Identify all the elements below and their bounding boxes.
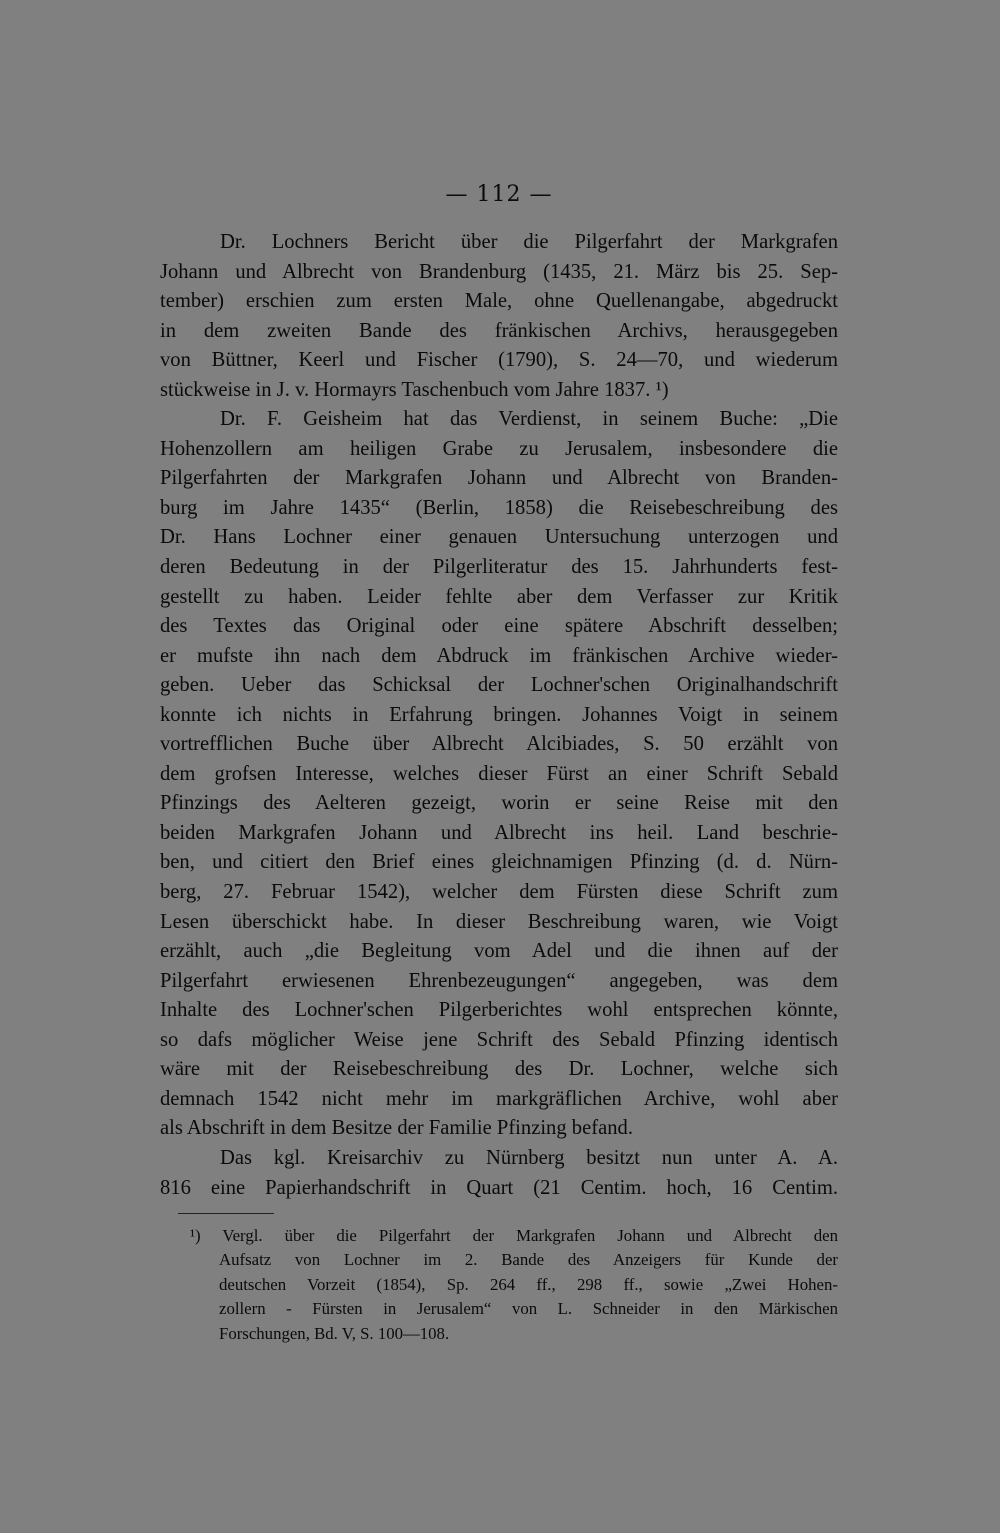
footnote-line: Aufsatz von Lochner im 2. Bande des Anzeigers für Kunde der [219,1250,838,1270]
footnote-line: Forschungen, Bd. V, S. 100—108. [219,1323,450,1343]
footnote-text: Vergl. über die Pilgerfahrt der Markgrafen Johann und Albrecht den [222,1226,838,1245]
text-line: 816 eine Papierhandschrift in Quart (21 Centim. hoch, 16 Centim. [160,1176,838,1199]
text-line: wäre mit der Reisebeschreibung des Dr. Lochner, welche sich [160,1058,838,1081]
body-text [160,228,838,1203]
text-line: Pilgerfahrten der Markgrafen Johann und Albrecht von Branden- [160,467,838,490]
text-line: berg, 27. Februar 1542), welcher dem Fürsten diese Schrift zum [160,881,838,904]
text-line: in dem zweiten Bande des fränkischen Archivs, herausgegeben [160,319,838,342]
text-line: Inhalte des Lochner'schen Pilgerberichtes wohl entsprechen könnte, [160,999,838,1022]
text-line: stückweise in J. v. Hormayrs Taschenbuch vom Jahre 1837. ¹) [160,378,669,401]
text-line: Dr. Lochners Bericht über die Pilgerfahrt der Markgrafen [220,231,838,253]
text-line: er mufste ihn nach dem Abdruck im fränkischen Archive wieder- [160,644,838,667]
text-line: von Büttner, Keerl und Fischer (1790), S. 24—70, und wiederum [160,349,838,372]
text-line: dem grofsen Interesse, welches dieser Fürst an einer Schrift Sebald [160,762,838,785]
footnote-line: zollern - Fürsten in Jerusalem“ von L. Schneider in den Märkischen [219,1299,838,1319]
text-line: tember) erschien zum ersten Male, ohne Quellenangabe, abgedruckt [160,290,838,313]
text-line: erzählt, auch „die Begleitung vom Adel und die ihnen auf der [160,940,838,963]
page-number: — 112 — [445,182,553,207]
text-line: Lesen überschickt habe. In dieser Beschreibung waren, wie Voigt [160,910,838,933]
text-line: Pfinzings des Aelteren gezeigt, worin er seine Reise mit den [160,792,838,815]
footnote-marker: ¹) [190,1226,201,1245]
text-line: beiden Markgrafen Johann und Albrecht ins heil. Land beschrie- [160,821,838,844]
footnote-separator [178,1213,274,1214]
footnote-line [160,1224,838,1248]
text-line: burg im Jahre 1435“ (Berlin, 1858) die Reisebeschreibung des [160,496,838,519]
text-line: Das kgl. Kreisarchiv zu Nürnberg besitzt nun unter A. A. [220,1146,838,1169]
text-line: so dafs möglicher Weise jene Schrift des Sebald Pfinzing identisch [160,1028,838,1051]
text-line: Dr. Hans Lochner einer genauen Untersuchung unterzogen und [160,526,838,549]
text-line: Pilgerfahrt erwiesenen Ehrenbezeugungen“ angegeben, was dem [160,969,838,992]
text-line: geben. Ueber das Schicksal der Lochner'schen Originalhandschrift [160,674,838,697]
text-line: als Abschrift in dem Besitze der Familie Pfinzing befand. [160,1117,633,1140]
footnote-line: deutschen Vorzeit (1854), Sp. 264 ff., 298 ff., sowie „Zwei Hohen- [219,1274,838,1294]
text-line: gestellt zu haben. Leider fehlte aber dem Verfasser zur Kritik [160,585,838,608]
text-line: Johann und Albrecht von Brandenburg (1435, 21. März bis 25. Sep- [160,260,838,283]
text-line: deren Bedeutung in der Pilgerliteratur des 15. Jahrhunderts fest- [160,556,838,579]
text-line: vortrefflichen Buche über Albrecht Alcibiades, S. 50 erzählt von [160,733,838,756]
text-line: Hohenzollern am heiligen Grabe zu Jerusalem, insbesondere die [160,437,838,460]
text-line: des Textes das Original oder eine spätere Abschrift desselben; [160,615,838,638]
text-line: konnte ich nichts in Erfahrung bringen. Johannes Voigt in seinem [160,703,838,726]
text-line: Dr. F. Geisheim hat das Verdienst, in seinem Buche: „Die [220,408,838,431]
text-line: demnach 1542 nicht mehr im markgräflichen Archive, wohl aber [160,1087,838,1110]
footnote [160,1224,838,1346]
text-line: ben, und citiert den Brief eines gleichnamigen Pfinzing (d. d. Nürn- [160,851,838,874]
